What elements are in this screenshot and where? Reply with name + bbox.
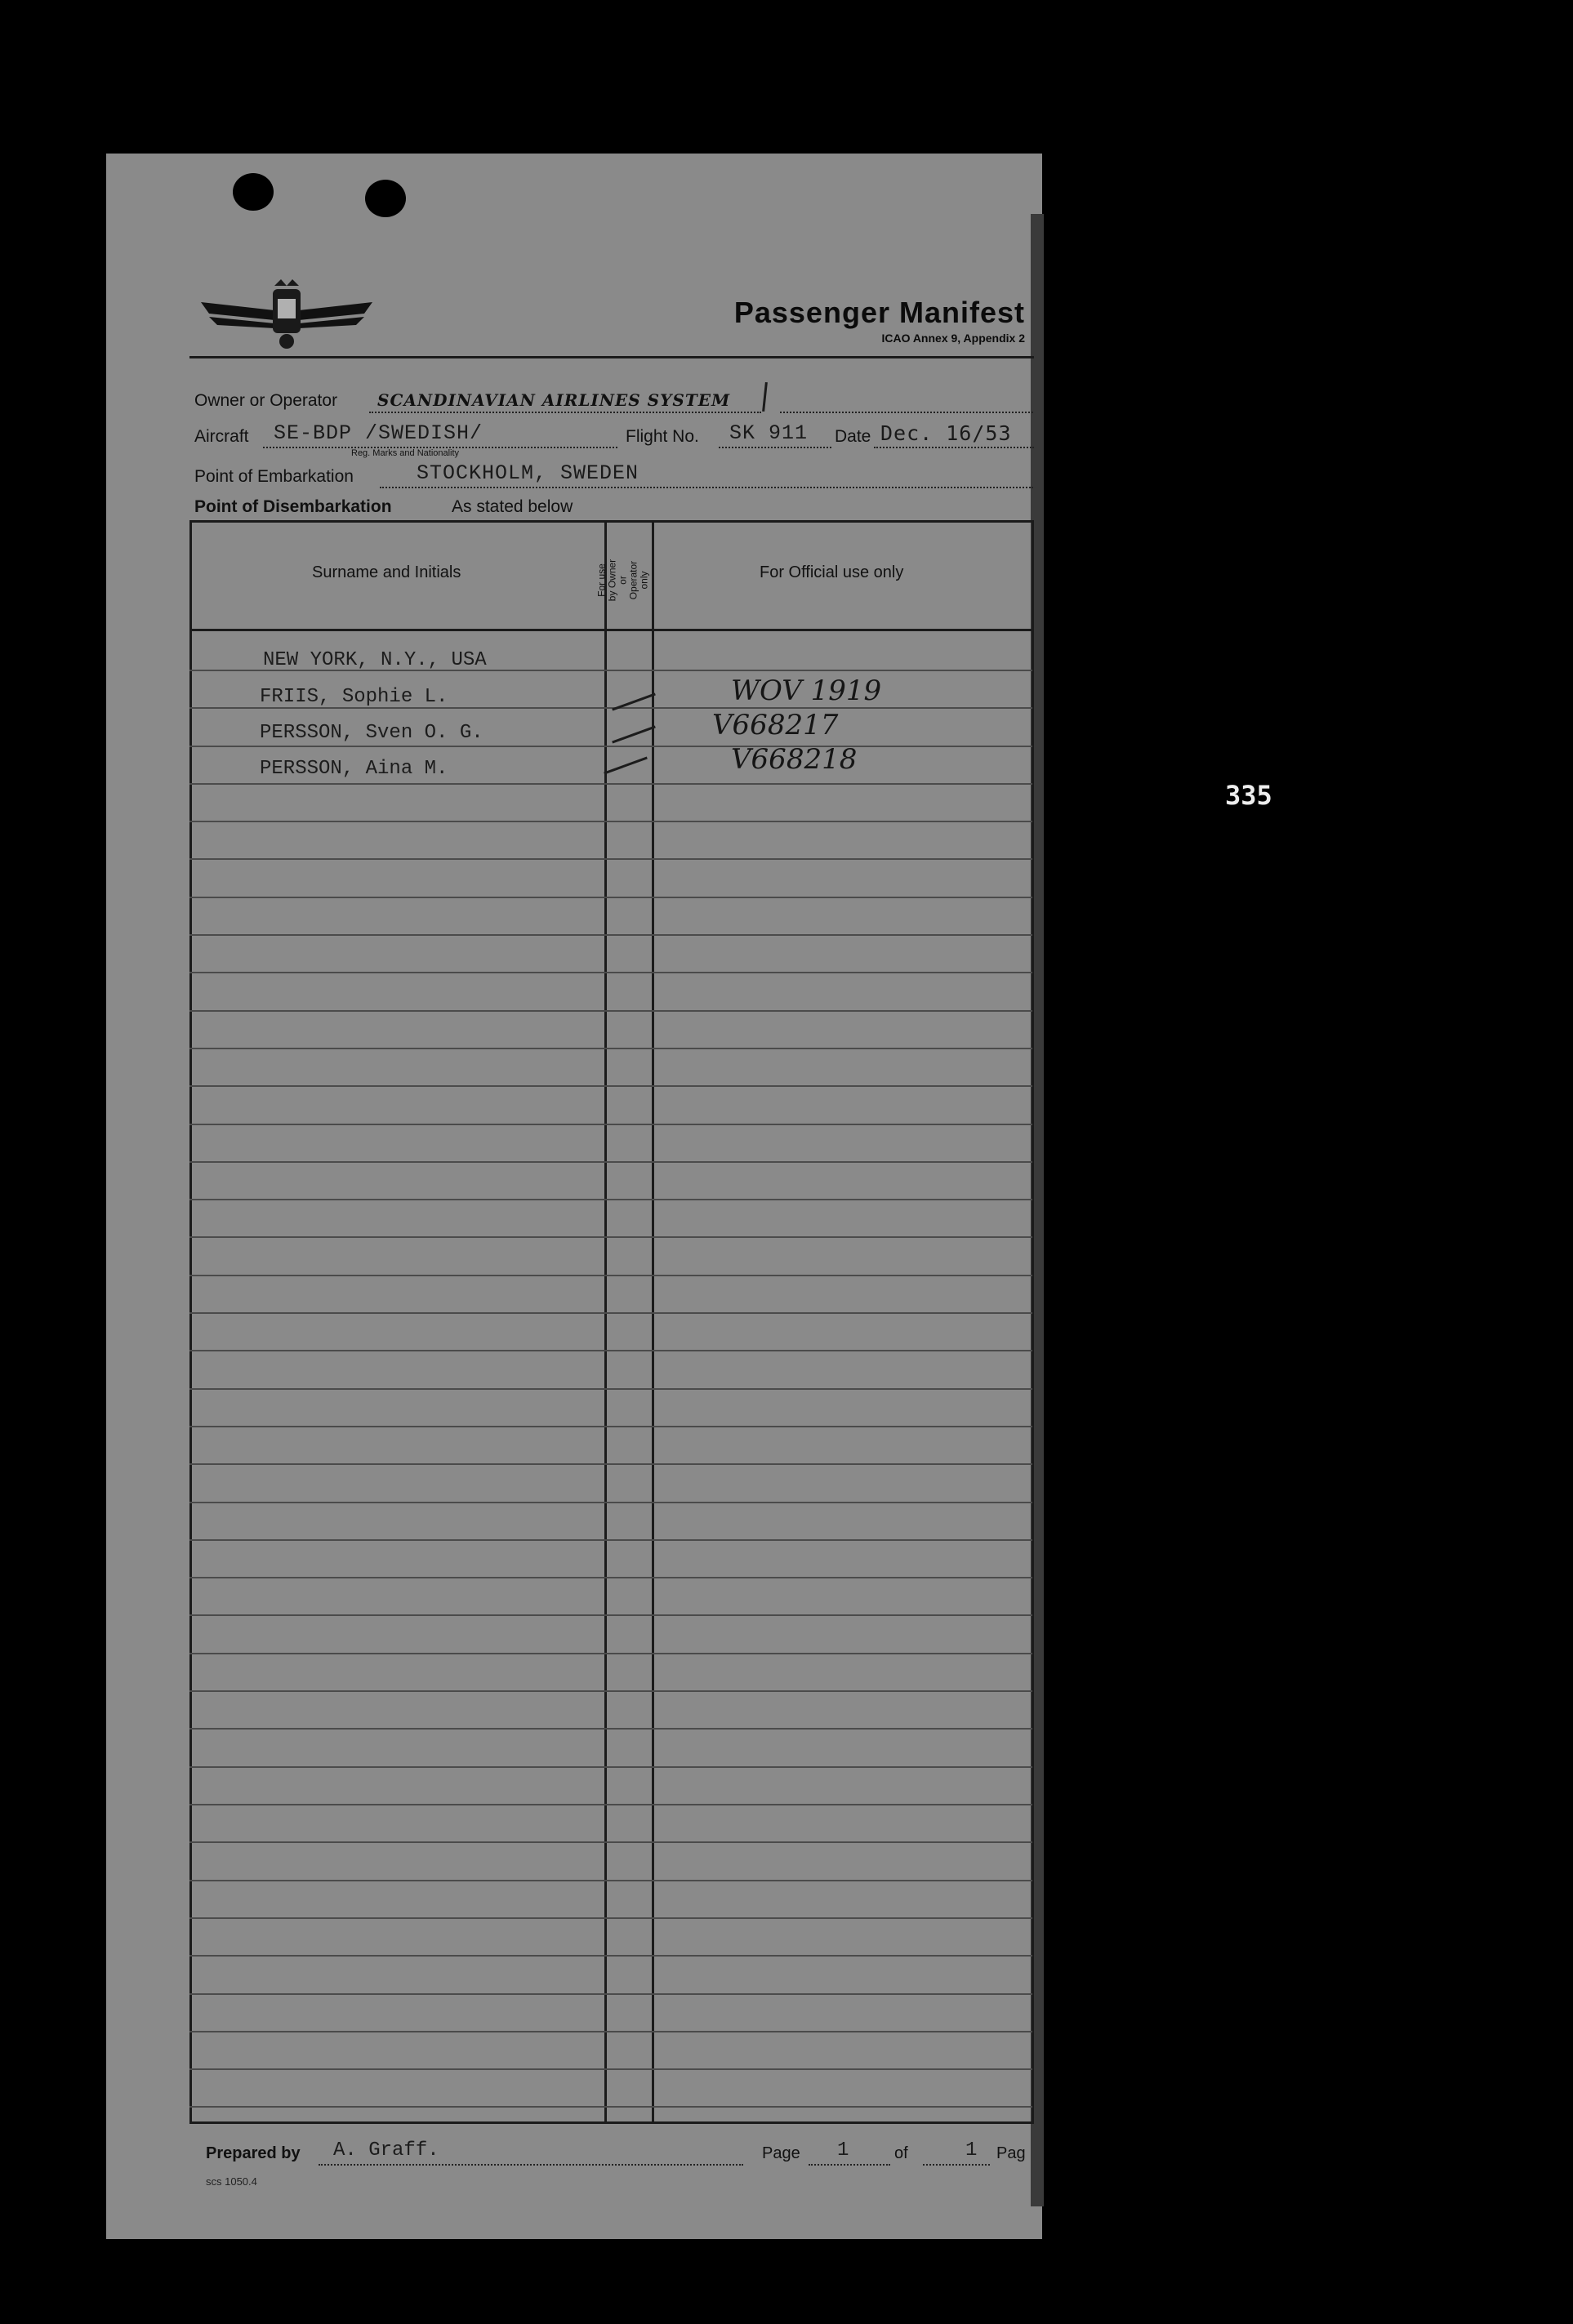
column-header-surname: Surname and Initials [312, 563, 461, 581]
table-rule-line [189, 934, 1032, 936]
table-rule-line [189, 2106, 1032, 2108]
page-dotted-line [809, 2164, 890, 2166]
date-label: Date [835, 427, 871, 446]
table-rule-line [189, 783, 1032, 785]
table-rule-line [189, 821, 1032, 822]
punch-hole [1131, 206, 1172, 243]
owner-dotted-line-right [780, 412, 1033, 413]
embarkation-value: STOCKHOLM, SWEDEN [417, 461, 639, 485]
row-2-name: FRIIS, Sophie L. [260, 686, 448, 708]
column-header-owner-use-text: For use by Owner or Operator only [595, 559, 650, 601]
table-rule-line [189, 1577, 1032, 1578]
embarkation-label: Point of Embarkation [194, 467, 354, 486]
of-dotted-line [923, 2164, 990, 2166]
prepared-dotted-line [319, 2164, 743, 2166]
table-rule-line [189, 1010, 1032, 1012]
reg-marks-caption: Reg. Marks and Nationality [351, 448, 460, 458]
airline-logo-icon [193, 278, 381, 354]
table-rule-line [189, 1275, 1032, 1276]
table-rule-line [189, 1993, 1032, 1995]
page-title: Passenger Manifest [733, 296, 1025, 329]
punch-hole [1270, 212, 1311, 250]
prepared-value: A. Graff. [333, 2139, 439, 2161]
table-rule-line [189, 1236, 1032, 1238]
table-rule-line [189, 1653, 1032, 1654]
embarkation-dotted-line [380, 487, 1033, 488]
flight-dotted-line [719, 447, 831, 448]
table-rule-line [189, 1539, 1032, 1541]
table-rule-line [189, 897, 1032, 898]
punch-hole [233, 173, 274, 211]
pages-label: Pag [996, 2144, 1026, 2162]
table-rule-line [189, 1124, 1032, 1125]
table-rule-line [189, 1388, 1032, 1390]
owner-dotted-line [369, 412, 761, 413]
table-rule-line [189, 1766, 1032, 1768]
disembarkation-value: As stated below [452, 497, 573, 516]
table-rule-line [189, 1841, 1032, 1843]
form-number: scs 1050.4 [206, 2175, 257, 2188]
table-divider-2 [652, 520, 654, 2122]
table-rule-line [189, 858, 1032, 860]
punch-hole [365, 180, 406, 217]
header-rule [189, 356, 1034, 358]
owner-value: SCANDINAVIAN AIRLINES SYSTEM [377, 390, 731, 410]
row-1-name: NEW YORK, N.Y., USA [263, 649, 487, 671]
table-rule-line [189, 2068, 1032, 2070]
table-top-rule [189, 520, 1034, 523]
table-rule-line [189, 1085, 1032, 1087]
header-bottom-rule [189, 629, 1034, 631]
table-rule-line [189, 1880, 1032, 1881]
column-header-official: For Official use only [760, 563, 904, 581]
table-rule-line [189, 1426, 1032, 1427]
title-block [657, 296, 1025, 345]
of-label: of [894, 2144, 908, 2162]
table-rule-line [189, 1917, 1032, 1919]
row-4-name: PERSSON, Aina M. [260, 758, 448, 780]
table-rule-line [189, 1804, 1032, 1805]
table-rule-line [189, 1690, 1032, 1692]
table-right-border [1032, 520, 1034, 2122]
table-divider-1 [604, 520, 607, 2122]
flight-value: SK 911 [729, 421, 809, 445]
table-rule-line [189, 1350, 1032, 1351]
page-subtitle: ICAO Annex 9, Appendix 2 [881, 332, 1025, 345]
column-header-owner-use [595, 535, 650, 625]
table-rule-line [189, 1955, 1032, 1957]
table-rule-line [189, 1048, 1032, 1049]
table-rule-line [189, 972, 1032, 973]
row-2-official: WOV 1919 [731, 674, 882, 707]
of-value: 1 [965, 2139, 978, 2161]
page-label: Page [762, 2144, 800, 2162]
owner-label: Owner or Operator [194, 391, 338, 410]
table-rule-line [189, 1614, 1032, 1616]
table-rule-line [189, 1463, 1032, 1465]
disembarkation-label: Point of Disembarkation [194, 497, 392, 516]
row-3-official: V668217 [712, 709, 839, 741]
date-value: Dec. 16/53 [880, 421, 1012, 445]
table-rule-line [189, 1312, 1032, 1314]
table-rule-line [189, 1161, 1032, 1163]
table-rule-line [189, 1199, 1032, 1200]
aircraft-label: Aircraft [194, 427, 249, 446]
table-left-border [189, 520, 192, 2122]
flight-label: Flight No. [626, 427, 699, 446]
table-rule-line [189, 1728, 1032, 1730]
prepared-label: Prepared by [206, 2144, 301, 2162]
table-rule-line [189, 746, 1032, 747]
row-4-official: V668218 [731, 743, 858, 776]
aircraft-value: SE-BDP /SWEDISH/ [274, 421, 483, 445]
page-value: 1 [837, 2139, 849, 2161]
table-rule-line [189, 1502, 1032, 1503]
stamp-number: 335 [1225, 780, 1272, 811]
footer-rule [189, 2121, 1034, 2124]
date-dotted-line [874, 447, 1034, 448]
row-3-name: PERSSON, Sven O. G. [260, 722, 483, 744]
table-rule-line [189, 2031, 1032, 2032]
